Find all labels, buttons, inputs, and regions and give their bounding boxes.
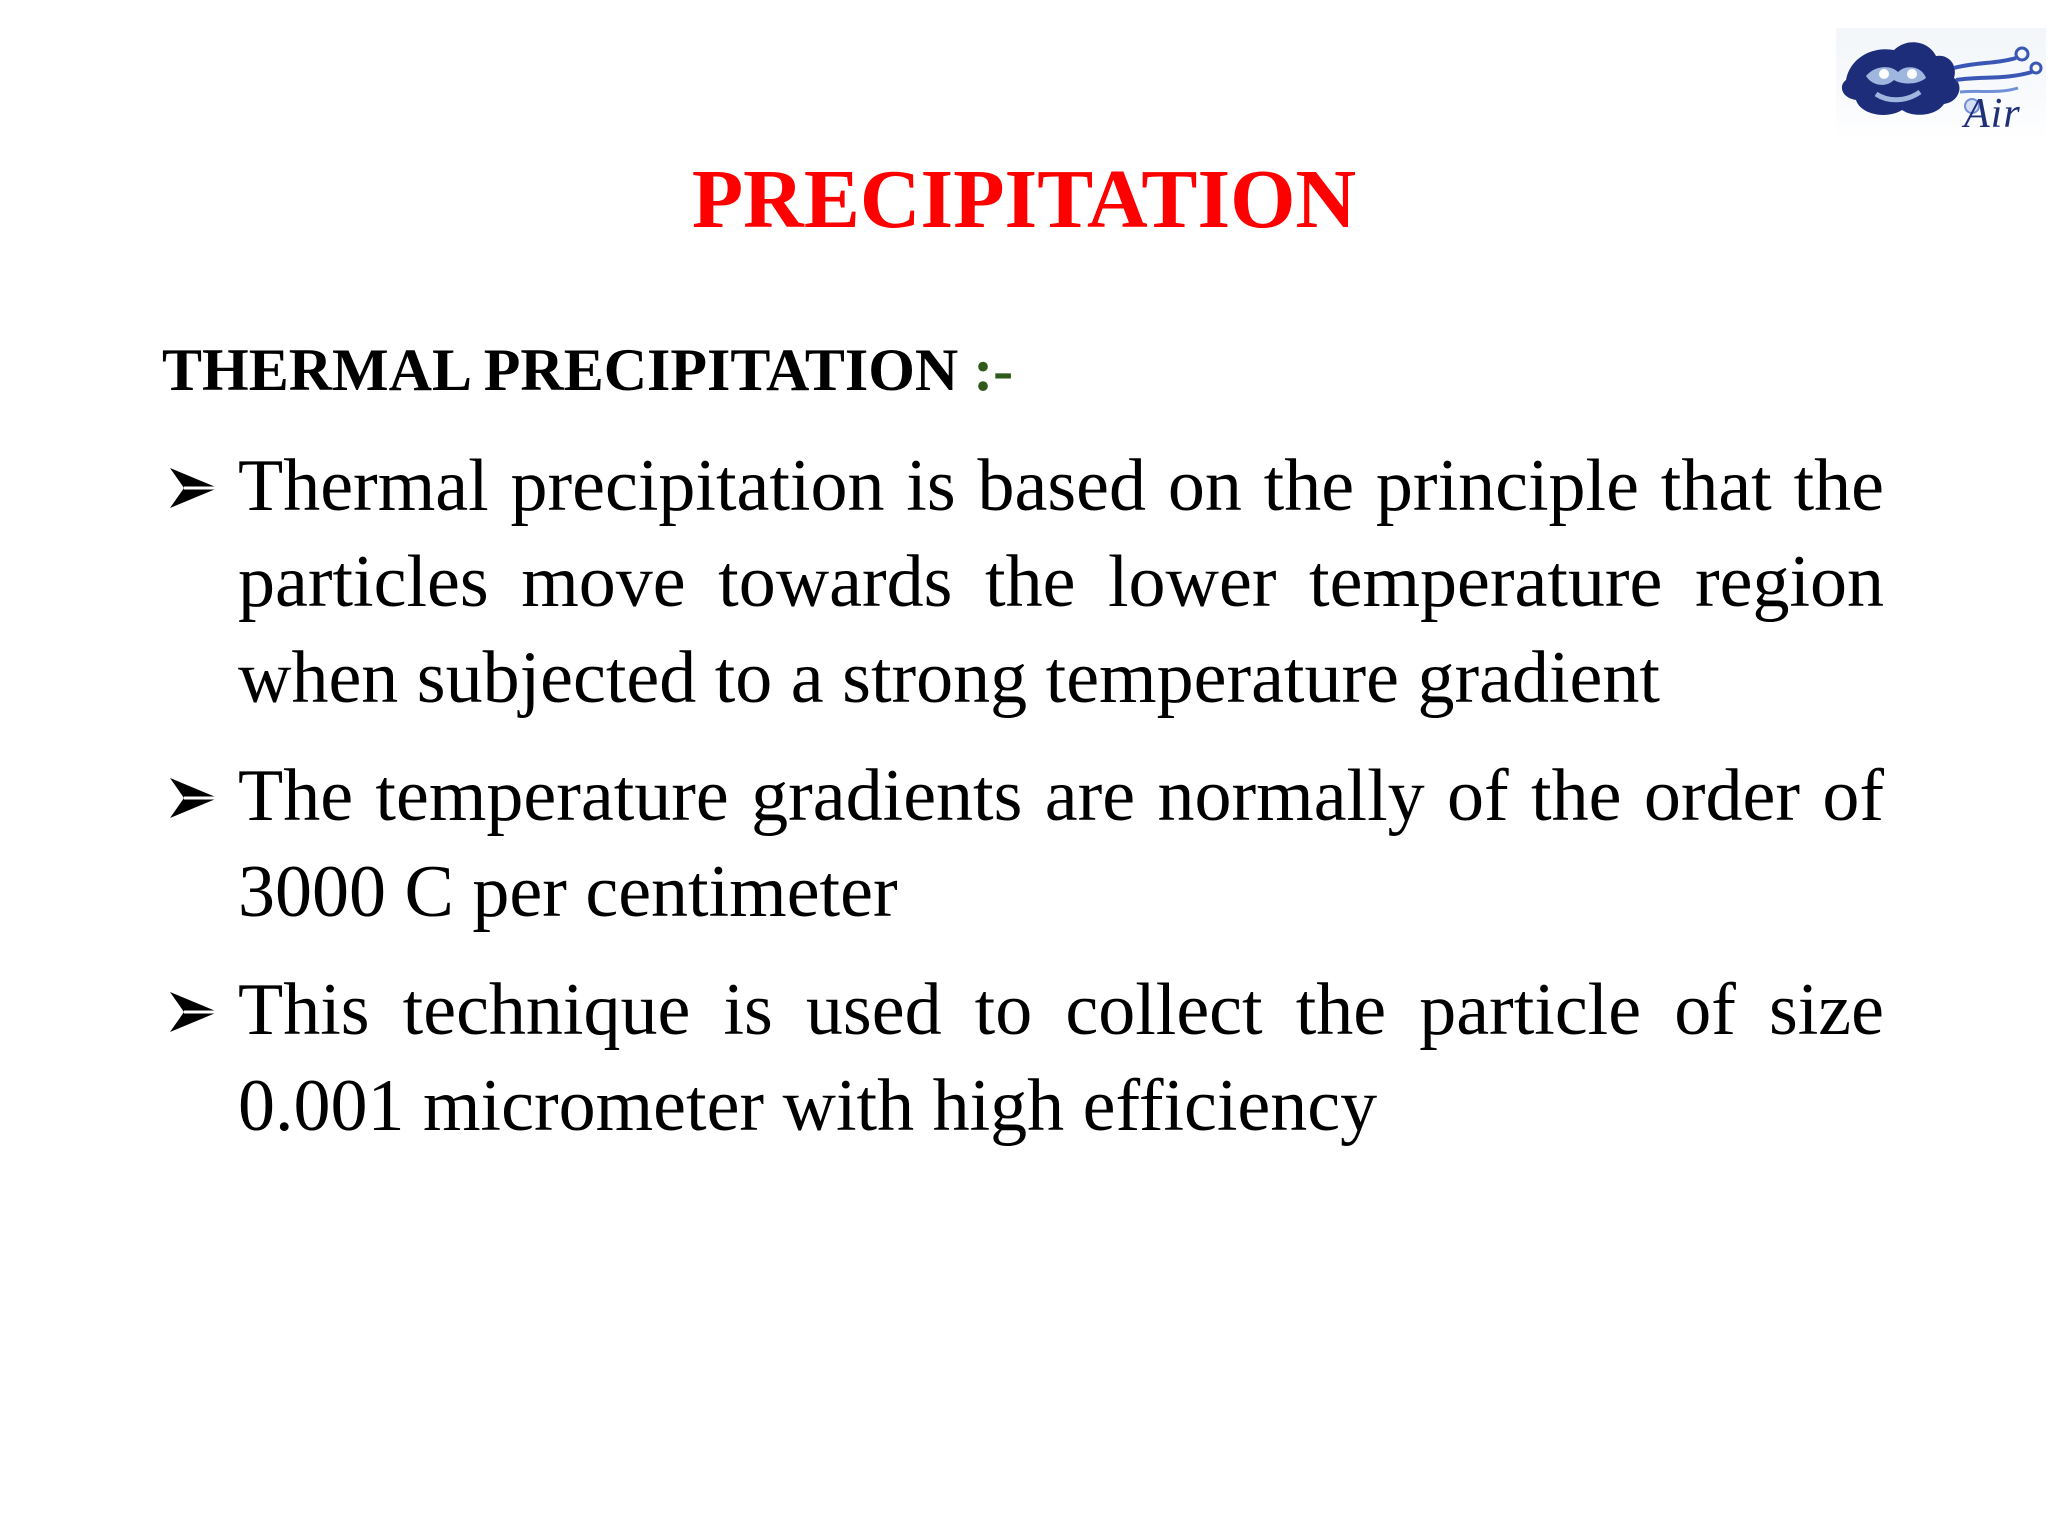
air-logo	[1836, 28, 2046, 140]
list-item	[162, 748, 1884, 940]
arrowhead-bullet-icon	[168, 776, 220, 820]
section-heading	[162, 332, 1013, 408]
arrowhead-bullet-icon	[168, 990, 220, 1034]
list-item	[162, 438, 1884, 726]
arrowhead-bullet-icon	[168, 466, 220, 510]
bullet-text: Thermal precipitation is based on the principle that the particles move towards the lower temperature region when subjected to a strong temperature gradient	[238, 445, 1884, 719]
list-item	[162, 962, 1884, 1154]
logo-text: Air	[1964, 91, 2021, 137]
section-heading-text: THERMAL PRECIPITATION	[162, 337, 959, 403]
slide-title: PRECIPITATION	[691, 153, 1357, 246]
bullet-list	[162, 438, 1884, 1176]
bullet-text: This technique is used to collect the particle of size 0.001 micrometer with high efficiency	[238, 969, 1884, 1147]
heading-separator: :-	[973, 337, 1014, 403]
bullet-text: The temperature gradients are normally of the order of 3000 C per centimeter	[238, 755, 1884, 933]
